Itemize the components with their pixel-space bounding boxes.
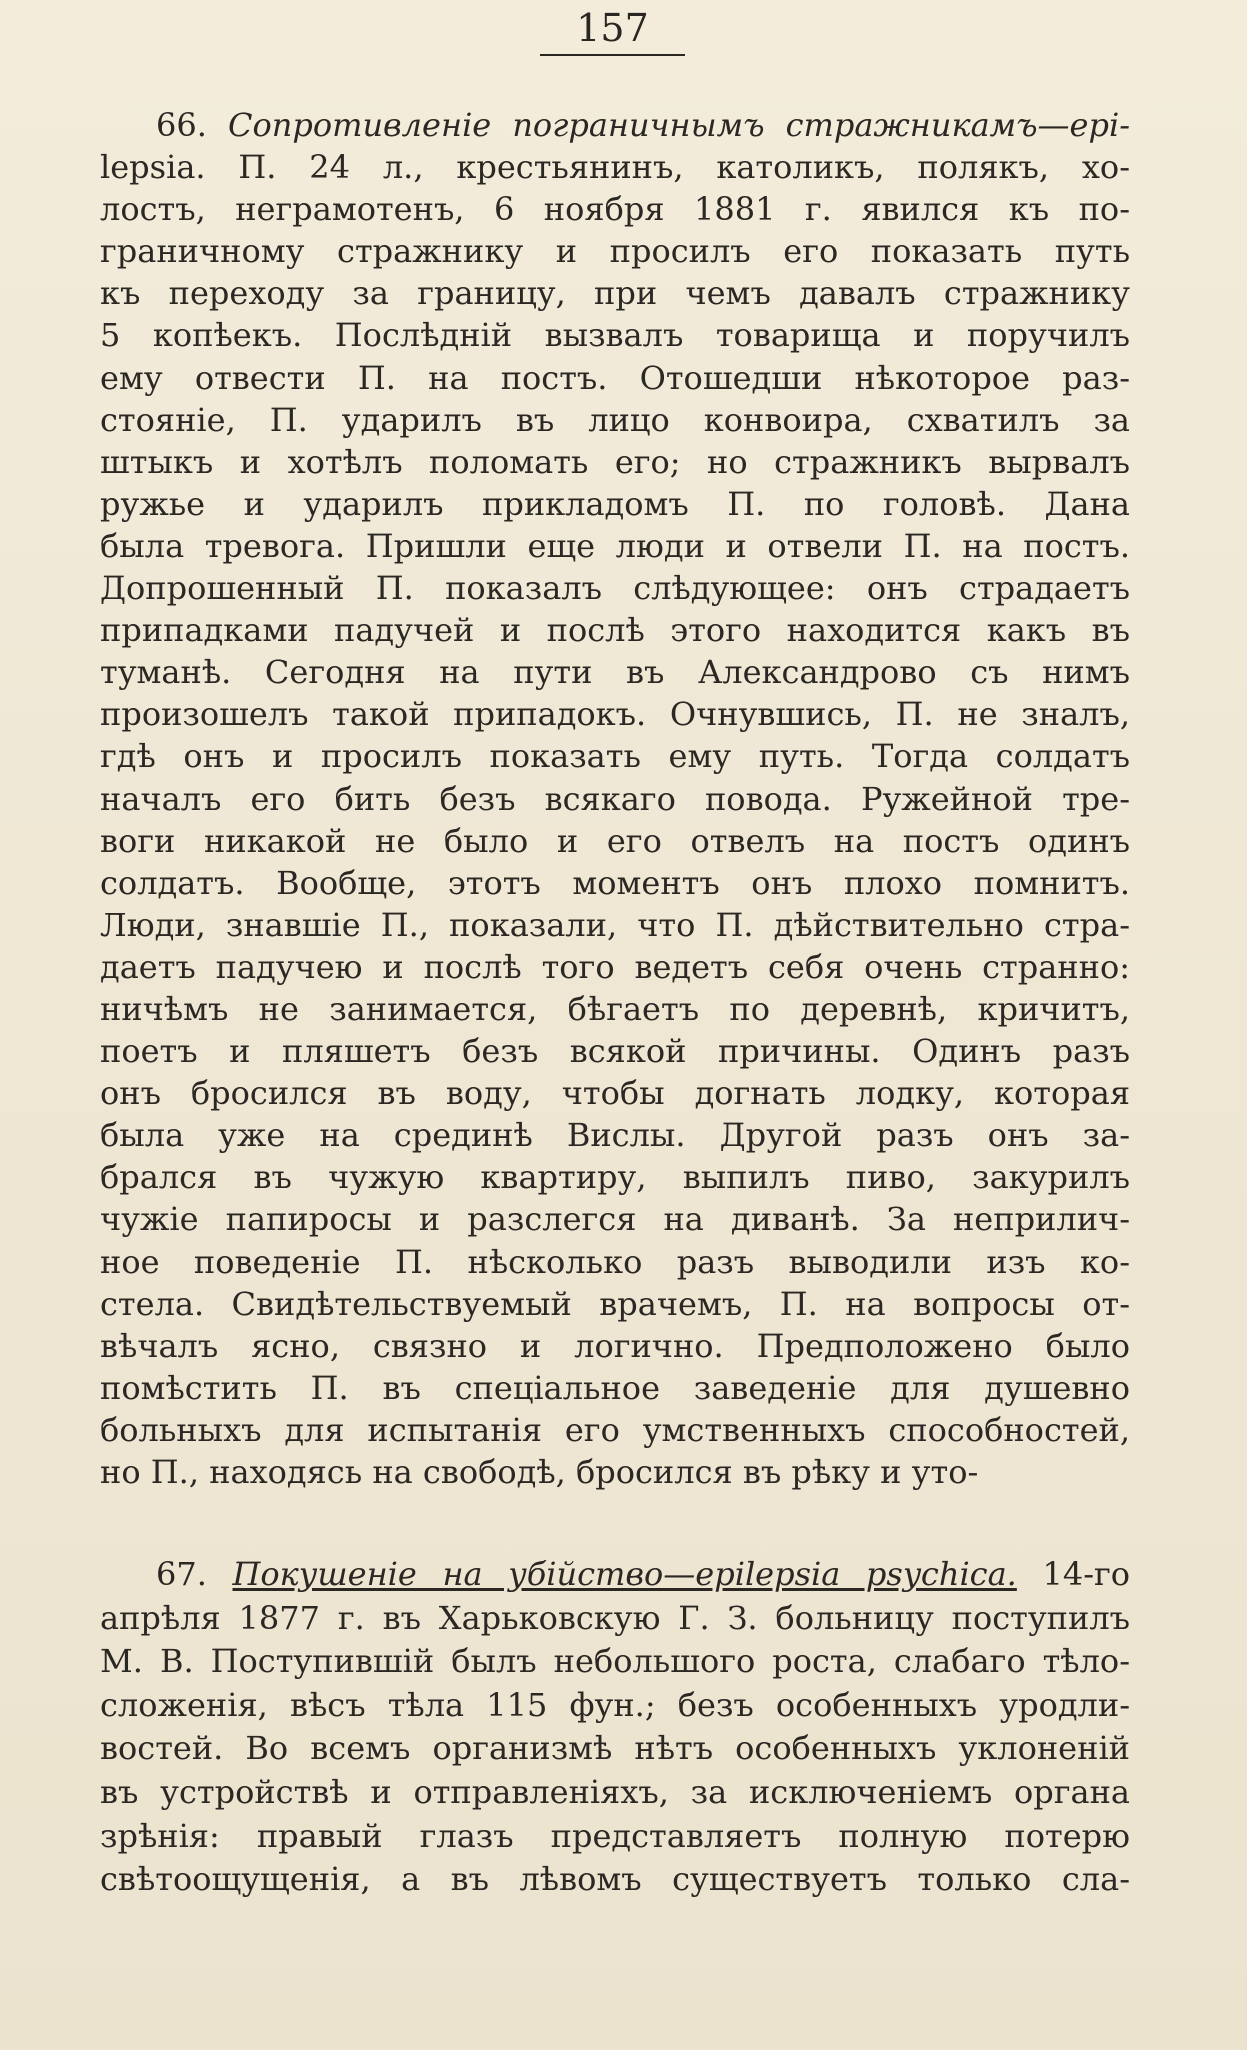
text-line: М. В. Поступившій былъ небольшого роста, слабаго тѣло- [100,1642,1130,1681]
text-line: lepsia. П. 24 л., крестьянинъ, католикъ, полякъ, хо- [100,148,1130,187]
text-line: въ устройствѣ и отправленіяхъ, за исключеніемъ органа [100,1773,1130,1812]
text-line: онъ бросился въ воду, чтобы догнать лодку, которая [100,1074,1130,1113]
text-line: туманѣ. Сегодня на пути въ Александрово съ нимъ [100,653,1130,692]
text-line: произошелъ такой припадокъ. Очнувшись, П. не зналъ, [100,695,1130,734]
text-line: штыкъ и хотѣлъ поломать его; но стражникъ вырвалъ [100,442,1130,481]
paragraph-gap [100,1493,1130,1553]
text-line: была тревога. Пришли еще люди и отвели П. на постъ. [100,526,1130,565]
text-line: ное поведеніе П. нѣсколько разъ выводили изъ ко- [100,1242,1130,1281]
text-line: стояніе, П. ударилъ въ лицо конвоира, схватилъ за [100,400,1130,439]
text-line: сложенія, вѣсъ тѣла 115 фун.; безъ особенныхъ уродли- [100,1685,1130,1724]
case-67-heading-line [100,1553,1130,1597]
page-body [100,104,1130,1902]
case-67-title: Покушеніе на убійство—epilepsia psychica. [232,1555,1017,1594]
text-line: ружье и ударилъ прикладомъ П. по головѣ. Дана [100,484,1130,523]
case-67-number: 67. [156,1555,207,1594]
text-line: чужіе папиросы и разслегся на диванѣ. За неприлич- [100,1200,1130,1239]
page-header [540,6,685,56]
text-line: Допрошенный П. показалъ слѣдующее: онъ страдаетъ [100,569,1130,608]
text-line: граничному стражнику и просилъ его показать путь [100,232,1130,271]
text-line: ничѣмъ не занимается, бѣгаетъ по деревнѣ, кричитъ, [100,989,1130,1028]
text-line: даетъ падучею и послѣ того ведетъ себя очень странно: [100,947,1130,986]
text-line: припадками падучей и послѣ этого находится какъ въ [100,611,1130,650]
text-line: брался въ чужую квартиру, выпилъ пиво, закурилъ [100,1158,1130,1197]
text-line: 5 копѣекъ. Послѣдній вызвалъ товарища и поручилъ [100,316,1130,355]
text-line: воги никакой не было и его отвелъ на постъ одинъ [100,821,1130,860]
text-line: вѣчалъ ясно, связно и логично. Предположено было [100,1326,1130,1365]
case-67-first-line-text: 14-го [1042,1555,1130,1594]
text-line: но П., находясь на свободѣ, бросился въ рѣку и уто- [100,1453,979,1491]
text-line: гдѣ онъ и просилъ показать ему путь. Тогда солдатъ [100,737,1130,776]
text-line: къ переходу за границу, при чемъ давалъ стражнику [100,274,1130,313]
text-line: зрѣнія: правый глазъ представляетъ полную потерю [100,1816,1130,1855]
text-line: свѣтоощущенія, а въ лѣвомъ существуетъ только сла- [100,1860,1130,1899]
case-66-number: 66. [156,106,207,144]
text-line: помѣстить П. въ спеціальное заведеніе для душевно [100,1368,1130,1407]
case-67-paragraph [100,1553,1130,1902]
text-line: Люди, знавшіе П., показали, что П. дѣйствительно стра- [100,905,1130,944]
page-number: 157 [576,6,649,50]
case-66-title: Сопротивленіе пограничнымъ стражникамъ—epi- [227,106,1130,144]
text-line: началъ его бить безъ всякаго повода. Ружейной тре- [100,779,1130,818]
text-line: стела. Свидѣтельствуемый врачемъ, П. на вопросы от- [100,1284,1130,1323]
text-line: больныхъ для испытанія его умственныхъ способностей, [100,1410,1130,1449]
case-66-heading-line [100,104,1130,146]
text-line: поетъ и пляшетъ безъ всякой причины. Одинъ разъ [100,1032,1130,1071]
text-line: была уже на срединѣ Вислы. Другой разъ онъ за- [100,1116,1130,1155]
text-line: ему отвести П. на постъ. Отошедши нѣкоторое раз- [100,358,1130,397]
text-line: солдатъ. Вообще, этотъ моментъ онъ плохо помнитъ. [100,863,1130,902]
text-line: лостъ, неграмотенъ, 6 ноября 1881 г. явился къ по- [100,190,1130,229]
text-line: апрѣля 1877 г. въ Харьковскую Г. З. больницу поступилъ [100,1598,1130,1637]
text-line: востей. Во всемъ организмѣ нѣтъ особенныхъ уклоненій [100,1729,1130,1768]
header-rule [540,54,685,56]
case-66-paragraph [100,104,1130,1493]
